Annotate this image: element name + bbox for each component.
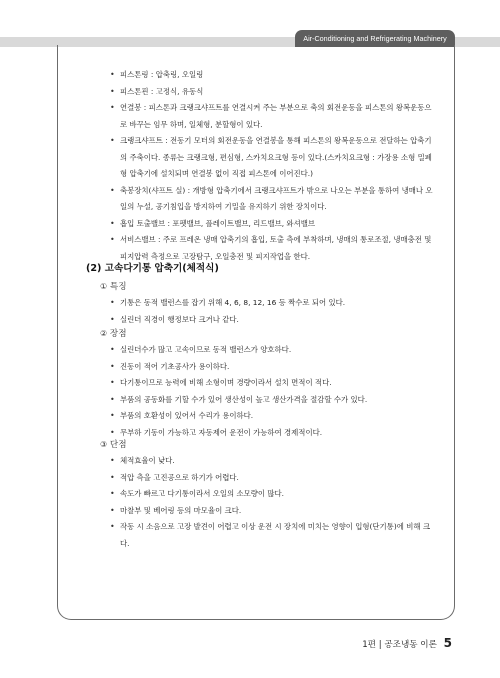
list-item: • 진동이 적어 기초공사가 용이하다. (108, 359, 435, 376)
advantages-list (108, 342, 435, 441)
list-item: • 부품의 호환성이 있어서 수리가 용이하다. (108, 408, 435, 425)
list-item: • 적압 측을 고진공으로 하기가 어렵다. (108, 470, 435, 487)
component-list (108, 67, 433, 265)
list-item: • 피스톤핀 : 고정식, 유동식 (108, 84, 433, 101)
disadvantages-list (108, 453, 435, 552)
subsection-features (100, 279, 435, 328)
list-item: • 실린더수가 많고 고속이므로 동적 밸런스가 양호하다. (108, 342, 435, 359)
footer-chapter: 공조냉동 이론 (384, 640, 437, 650)
list-item: • 흡입 토출밸브 : 포펫밸브, 플레이트밸브, 리드밸브, 와셔밸브 (108, 216, 433, 233)
list-item: • 무부하 기동이 가능하고 자동제어 운전이 가능하여 경제적이다. (108, 425, 435, 442)
footer-part: 1편 (362, 640, 376, 650)
list-item: • 축봉장치(샤프트 실) : 개방형 압축기에서 크랭크샤프트가 밖으로 나오는 부분을 통하여 냉매나 오일의 누설, 공기침입을 방지하여 기밀을 유지하기 위한 장치이다. (108, 183, 433, 216)
subsection-title (100, 279, 435, 295)
list-item: • 부품의 공동화를 기할 수가 있어 생산성이 높고 생산가격을 절감할 수가 있다. (108, 392, 435, 409)
list-item: • 속도가 빠르고 다기통이라서 오일의 소모량이 많다. (108, 486, 435, 503)
section-heading: (2) 고속다기통 압축기(체적식) (86, 263, 219, 274)
page-footer (362, 636, 452, 652)
list-item: • 작동 시 소음으로 고장 발견이 어렵고 이상 운전 시 장치에 미치는 영향이 입형(단기통)에 비해 크다. (108, 519, 435, 552)
list-item: • 크랭크샤프트 : 전동기 모터의 회전운동을 연결봉을 통해 피스톤의 왕복운동으로 전달하는 압축기의 주축이다. 종류는 크랭크형, 편심형, 스카치요크형 등이 있다.(스카치요크형 : 가장용 소형 밀폐형 압축기에 설치되며 연결봉 없이 직접 피스톤에 이어진다.) (108, 133, 433, 183)
list-item: • 실린더 직경이 행정보다 크거나 같다. (108, 312, 435, 329)
subsection-advantages (100, 326, 435, 441)
list-item: • 다기통이므로 능력에 비해 소형이며 경량이라서 설치 면적이 적다. (108, 375, 435, 392)
subsection-disadvantages (100, 437, 435, 552)
subsection-label: 특징 (109, 282, 127, 292)
subsection-title (100, 437, 435, 453)
subsection-title (100, 326, 435, 342)
subsection-label: 장점 (109, 329, 127, 339)
running-header-title: Air-Conditioning and Refrigerating Machinery (303, 34, 447, 43)
list-item: • 체적효율이 낮다. (108, 453, 435, 470)
subsection-number: ③ (100, 440, 108, 449)
list-item: • 피스톤링 : 압축링, 오일링 (108, 67, 433, 84)
list-item: • 서비스밸브 : 주로 프레온 냉매 압축기의 흡입, 토출 측에 부착하며, 냉매의 통로조절, 냉매충전 및 피지압력 측정으로 고장탐구, 오일충전 및 피지작업을 한다. (108, 232, 433, 265)
page-number: 5 (443, 636, 452, 650)
list-item: • 기통은 동적 밸런스를 잡기 위해 4, 6, 8, 12, 16 등 짝수로 되어 있다. (108, 295, 435, 312)
footer-separator: | (378, 640, 382, 650)
subsection-label: 단점 (109, 440, 127, 450)
list-item: • 마찰부 및 베어링 등의 마모율이 크다. (108, 503, 435, 520)
subsection-number: ① (100, 282, 108, 291)
list-item: • 연결봉 : 피스톤과 크랭크샤프트를 연결시켜 주는 부분으로 축의 회전운동을 피스톤의 왕복운동으로 바꾸는 임무 하며, 일체형, 분할형이 있다. (108, 100, 433, 133)
subsection-number: ② (100, 329, 108, 338)
features-list (108, 295, 435, 328)
